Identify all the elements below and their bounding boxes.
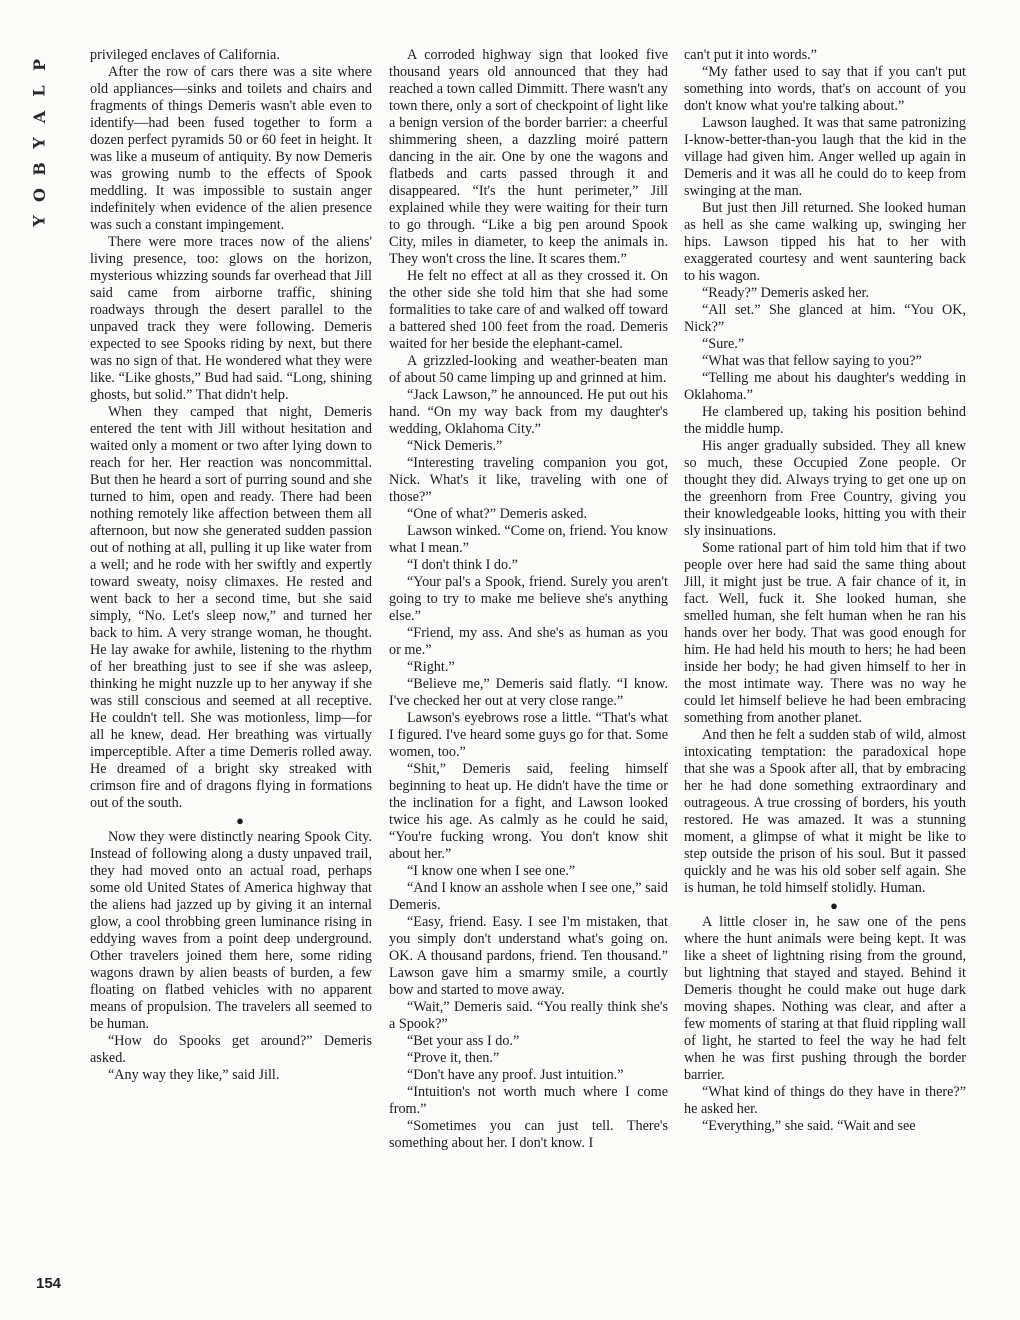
section-break-bullet: ● xyxy=(830,898,838,913)
paragraph: “Sure.” xyxy=(702,336,745,352)
paragraph: “Believe me,” Demeris said flatly. “I know. I've checked her out at very close range.” xyxy=(389,676,668,709)
paragraph: Lawson laughed. It was that same patronizing I-know-better-than-you laugh that the kid in the village had given him. Anger welled up again in Demeris and it was all he could do to keep from swinging at the man. xyxy=(684,115,966,199)
paragraph: “Nick Demeris.” xyxy=(407,438,503,454)
paragraph: Some rational part of him told him that if two people over here had said the same thing about Jill, it might just be true. A fair chance of it, in fact. Well, fuck it. She looked human, she smelled human, she felt human when he ran his hands over her body. That was good enough for him. He had held his mouth to hers; he had been inside her body; he had given himself to her in the most intimate way. There was no way he could let himself believe he had been embracing something from another planet. xyxy=(684,540,966,726)
page-number: 154 xyxy=(36,1275,62,1292)
paragraph: “All set.” She glanced at him. “You OK, Nick?” xyxy=(684,302,966,335)
paragraph: “How do Spooks get around?” Demeris asked. xyxy=(90,1033,372,1066)
paragraph: His anger gradually subsided. They all knew so much, these Occupied Zone people. Or thought they did. Always trying to get one up on the greenhorn from Free Country, giving you their knowledgeable looks, hitting you with their sly insinuations. xyxy=(684,438,966,539)
paragraph: When they camped that night, Demeris entered the tent with Jill without hesitation and waited only a moment or two after lying down to reach for her. Her reaction was noncommittal. But then he heard a sort of purring sound and she turned to him, open and ready. There had been nothing remotely like affection between them all afternoon, but now she generated sudden passion out of nothing at all, pulling it up like water from a well; and he rode with her swiftly and expertly toward sweaty, noisy climaxes. He rested and went back to her a second time, but she said simply, “No. Let's sleep now,” and turned her back to him. A very strange woman, he thought. He lay awake for awhile, listening to the rhythm of her breathing just to see if she was asleep, thinking he might nuzzle up to her anyway if she was still conscious and seemed at all receptive. He couldn't tell. She was motionless, limp—for all he knew, dead. Her breathing was virtually imperceptible. After a time Demeris rolled away. He dreamed of a bright sky streaked with crimson fire and of dragons flying in formations out of the south. xyxy=(90,404,372,811)
paragraph: “Jack Lawson,” he announced. He put out his hand. “On my way back from my daughter's wedding, Oklahoma City.” xyxy=(389,387,668,437)
paragraph: privileged enclaves of California. xyxy=(90,47,280,63)
paragraph: “My father used to say that if you can't put something into words, that's on account of you don't know what you're talking about.” xyxy=(684,64,966,114)
masthead-letter: L xyxy=(30,85,49,97)
paragraph: “Wait,” Demeris said. “You really think she's a Spook?” xyxy=(389,999,668,1032)
paragraph: “Prove it, then.” xyxy=(407,1050,500,1066)
paragraph: Lawson winked. “Come on, friend. You know what I mean.” xyxy=(389,523,668,556)
text-column-1 xyxy=(90,47,372,1084)
paragraph: Now they were distinctly nearing Spook City. Instead of following along a dusty unpaved trail, they had moved onto an actual road, perhaps some old United States of America highway that the aliens had jazzed up by giving it an internal glow, a cool throbbing green luminance rising in eddying waves from a point deep underground. Other travelers joined them here, some riding wagons drawn by alien beasts of burden, a few floating on flatbed vehicles with no apparent means of propulsion. The travelers all seemed to be human. xyxy=(90,829,372,1032)
paragraph: “I don't think I do.” xyxy=(407,557,518,573)
section-break-bullet: ● xyxy=(236,813,244,828)
paragraph: Lawson's eyebrows rose a little. “That's what I figured. I've heard some guys go for that. Some women, too.” xyxy=(389,710,668,760)
masthead-letter: B xyxy=(30,162,49,176)
paragraph: “Sometimes you can just tell. There's something about her. I don't know. I xyxy=(389,1118,668,1151)
paragraph: “Interesting traveling companion you got, Nick. What's it like, traveling with one of those?” xyxy=(389,455,668,505)
masthead-letter: P xyxy=(30,58,49,72)
paragraph: “Everything,” she said. “Wait and see xyxy=(702,1118,916,1134)
paragraph: “Easy, friend. Easy. I see I'm mistaken, that you simply don't understand what's going on. OK. A thousand pardons, friend. Ten thousand.” Lawson gave him a smarmy smile, a courtly bow and started to move away. xyxy=(389,914,668,998)
text-column-2 xyxy=(389,47,668,1152)
paragraph: “Right.” xyxy=(407,659,455,675)
paragraph: “Ready?” Demeris asked her. xyxy=(702,285,870,301)
paragraph: “I know one when I see one.” xyxy=(407,863,576,879)
paragraph: “Your pal's a Spook, friend. Surely you aren't going to try to make me believe she's anything else.” xyxy=(389,574,668,624)
paragraph: He clambered up, taking his position behind the middle hump. xyxy=(684,404,966,437)
paragraph: There were more traces now of the aliens' living presence, too: glows on the horizon, mysterious whizzing sounds far overhead that Jill said came from airborne traffic, shining roadways through the desert parallel to the unpaved track they were following. Demeris expected to see Spooks riding by next, but there was no sign of that. He wondered what they were like. “Like ghosts,” Bud had said. “Long, shining ghosts, but solid.” That didn't help. xyxy=(90,234,372,403)
paragraph: “Any way they like,” said Jill. xyxy=(108,1067,280,1083)
masthead xyxy=(29,52,56,234)
paragraph: A corroded highway sign that looked five thousand years old announced that they had reached a town called Dimmitt. There wasn't any town there, only a sort of checkpoint of light like a benign version of the border barrier: a cheerful shimmering sheen, a dazzling moiré pattern dancing in the air. One by one the wagons and flatbeds and carts passed through it and disappeared. “It's the hunt perimeter,” Jill explained while they were waiting for their turn to go through. “Like a big pen around Spook City, miles in diameter, to keep the animals in. They won't cross the line. It scares them.” xyxy=(389,47,668,267)
paragraph: A grizzled-looking and weather-beaten man of about 50 came limping up and grinned at him. xyxy=(389,353,668,386)
paragraph: “Bet your ass I do.” xyxy=(407,1033,520,1049)
paragraph: He felt no effect at all as they crossed it. On the other side she told him that she had some formalities to take care of and walked off toward a battered shed 100 feet from the road. Demeris waited for her beside the elephant-camel. xyxy=(389,268,668,352)
paragraph: “One of what?” Demeris asked. xyxy=(407,506,588,522)
masthead-letter: O xyxy=(30,188,49,202)
paragraph: “Telling me about his daughter's wedding in Oklahoma.” xyxy=(684,370,966,403)
paragraph: “Shit,” Demeris said, feeling himself beginning to heat up. He didn't have the time or the inclination for a fight, and Lawson looked twice his age. As calmly as he could he said, “You're fucking wrong. You don't know shit about her.” xyxy=(389,761,668,862)
paragraph: “What kind of things do they have in there?” he asked her. xyxy=(684,1084,966,1117)
paragraph: “Friend, my ass. And she's as human as you or me.” xyxy=(389,625,668,658)
paragraph: can't put it into words.” xyxy=(684,47,817,63)
paragraph: “What was that fellow saying to you?” xyxy=(702,353,922,369)
paragraph: After the row of cars there was a site where old appliances—sinks and toilets and chairs and fragments of things Demeris wasn't able even to identify—had been fused together to form a dozen perfect pyramids 50 or 60 feet in height. It was like a museum of antiquity. By now Demeris was growing numb to the effects of Spook meddling. It was impossible to sustain anger indefinitely when evidence of the alien presence was such a constant impingement. xyxy=(90,64,372,233)
masthead-letter: A xyxy=(29,110,49,124)
paragraph: But just then Jill returned. She looked human as hell as she came walking up, swinging her hips. Lawson tipped his hat to her with exaggerated courtesy and went sauntering back to his wagon. xyxy=(684,200,966,284)
masthead-letter: Y xyxy=(29,137,49,149)
masthead-letter: Y xyxy=(29,215,49,227)
paragraph: “Intuition's not worth much where I come from.” xyxy=(389,1084,668,1117)
text-column-3 xyxy=(684,47,966,1135)
paragraph: And then he felt a sudden stab of wild, almost intoxicating temptation: the paradoxical hope that she was a Spook after all, that by embracing her he had done something extraordinary and outrageous. A true crossing of borders, his youth restored. He was amazed. It was a stunning moment, a glimpse of what it might be like to step outside the prison of his soul. But it passed quickly and he was his old sober self again. She is human, he told himself stolidly. Human. xyxy=(684,727,966,896)
paragraph: “Don't have any proof. Just intuition.” xyxy=(407,1067,624,1083)
paragraph: “And I know an asshole when I see one,” said Demeris. xyxy=(389,880,668,913)
paragraph: A little closer in, he saw one of the pens where the hunt animals were being kept. It was like a sheet of lightning rising from the ground, but lightning that stayed and stayed. Behind it Demeris thought he could make out huge dark moving shapes. Nothing was clear, and after a few moments of staring at that fluid rippling wall of light, he started to feel the way he had felt when he was first pushing through the border barrier. xyxy=(684,914,966,1083)
